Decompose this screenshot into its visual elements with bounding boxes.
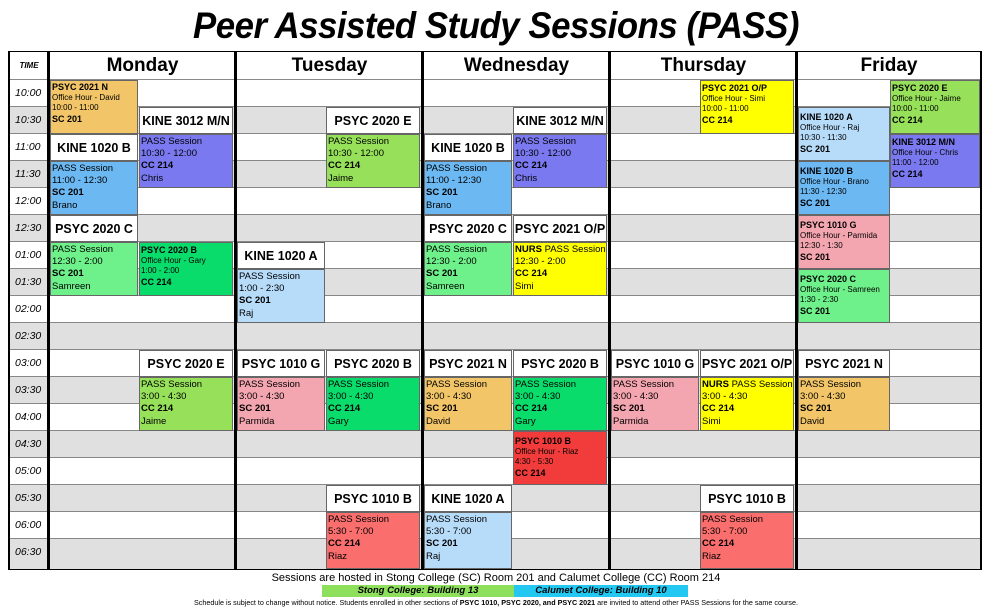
time-label: 10:00 <box>15 87 42 99</box>
session-psyc1010g-tuesday: PASS Session 3:00 - 4:30 SC 201 Parmida <box>237 377 325 431</box>
legend-calumet-college: Calumet College: Building 10 <box>514 585 688 597</box>
office-hour-psyc2020e-friday: PSYC 2020 E Office Hour - Jaime 10:00 - 11:00 CC 214 <box>890 80 980 134</box>
office-hour-kine1020a-friday: KINE 1020 A Office Hour - Raj 10:30 - 11:30 SC 201 <box>798 107 890 161</box>
session-header-psyc2021n-friday: PSYC 2021 N <box>798 350 890 377</box>
session-psyc1010g-thursday: PASS Session 3:00 - 4:30 SC 201 Parmida <box>611 377 699 431</box>
column-divider <box>980 51 982 570</box>
column-divider <box>608 51 611 570</box>
time-label: 12:00 <box>15 195 42 207</box>
time-label: 04:00 <box>15 411 42 423</box>
session-kine3012-monday: PASS Session 10:30 - 12:00 CC 214 Chris <box>139 134 233 188</box>
session-header-psyc2020e-monday: PSYC 2020 E <box>139 350 233 377</box>
office-hour-psyc2021op-thursday: PSYC 2021 O/P Office Hour - Simi 10:00 - 11:00 CC 214 <box>700 80 794 134</box>
day-header-friday: Friday <box>860 55 918 76</box>
time-label: 03:00 <box>15 357 42 369</box>
session-kine1020a-wednesday: PASS Session 5:30 - 7:00 SC 201 Raj <box>424 512 512 569</box>
row-stripe <box>10 323 980 350</box>
session-psyc2020c-wednesday: PASS Session 12:30 - 2:00 SC 201 Samreen <box>424 242 512 296</box>
time-label: 10:30 <box>15 114 42 126</box>
session-header-psyc2020b-tuesday: PSYC 2020 B <box>326 350 420 377</box>
session-kine1020b-monday: PASS Session 11:00 - 12:30 SC 201 Brano <box>50 161 138 215</box>
session-psyc2020c-monday: PASS Session 12:30 - 2:00 SC 201 Samreen <box>50 242 138 296</box>
session-psyc1010b-thursday: PASS Session 5:30 - 7:00 CC 214 Riaz <box>700 512 794 569</box>
time-label: 04:30 <box>15 438 42 450</box>
session-psyc2021n-wednesday: PASS Session 3:00 - 4:30 SC 201 David <box>424 377 512 431</box>
column-divider <box>8 51 10 570</box>
day-header-monday: Monday <box>106 55 179 76</box>
time-label: 05:30 <box>15 492 42 504</box>
office-hour-kine1020b-friday: KINE 1020 B Office Hour - Brano 11:30 - 12:30 SC 201 <box>798 161 890 215</box>
session-psyc1010b-tuesday: PASS Session 5:30 - 7:00 CC 214 Riaz <box>326 512 420 569</box>
time-label: 03:30 <box>15 384 42 396</box>
session-header-psyc2020c-monday: PSYC 2020 C <box>50 215 138 242</box>
session-psyc2020e-tuesday: PASS Session 10:30 - 12:00 CC 214 Jaime <box>326 134 420 188</box>
row-stripe <box>10 431 980 458</box>
office-hour-psyc1010b-wednesday: PSYC 1010 B Office Hour - Riaz 4:30 - 5:30 CC 214 <box>513 431 607 485</box>
time-label: 05:00 <box>15 465 42 477</box>
session-header-kine1020a-tuesday: KINE 1020 A <box>237 242 325 269</box>
day-header-thursday: Thursday <box>660 55 747 76</box>
session-psyc2020e-monday: PASS Session 3:00 - 4:30 CC 214 Jaime <box>139 377 233 431</box>
day-header-tuesday: Tuesday <box>291 55 368 76</box>
session-header-kine1020a-wednesday: KINE 1020 A <box>424 485 512 512</box>
time-label: 01:30 <box>15 276 42 288</box>
session-header-psyc2021n-wednesday: PSYC 2021 N <box>424 350 512 377</box>
footer-disclaimer: Schedule is subject to change without notice. Students enrolled in other sections of PSYC 1010, PSYC 2020, and PSYC 2021 are invited to attend other PASS Sessions for the same course. <box>194 598 798 607</box>
time-label: 11:30 <box>15 168 41 180</box>
time-label: 02:00 <box>15 303 42 315</box>
time-label: 02:30 <box>15 330 42 342</box>
session-header-psyc2021op-thursday: PSYC 2021 O/P <box>700 350 794 377</box>
session-psyc2020b-tuesday: PASS Session 3:00 - 4:30 CC 214 Gary <box>326 377 420 431</box>
grid-line <box>10 79 980 80</box>
page-title: Peer Assisted Study Sessions (PASS) <box>193 5 799 46</box>
footer-location-note: Sessions are hosted in Stong College (SC) Room 201 and Calumet College (CC) Room 214 <box>271 572 721 584</box>
office-hour-psyc2020c-friday: PSYC 2020 C Office Hour - Samreen 1:30 - 2:30 SC 201 <box>798 269 890 323</box>
session-kine3012-wednesday: PASS Session 10:30 - 12:00 CC 214 Chris <box>513 134 607 188</box>
office-hour-kine3012-friday: KINE 3012 M/N Office Hour - Chris 11:00 - 12:00 CC 214 <box>890 134 980 188</box>
grid-line <box>10 457 980 458</box>
session-header-kine3012-wednesday: KINE 3012 M/N <box>513 107 607 134</box>
day-header-wednesday: Wednesday <box>463 55 570 76</box>
session-header-kine1020b-monday: KINE 1020 B <box>50 134 138 161</box>
time-header: TIME <box>19 61 39 70</box>
session-psyc2021op-thursday: NURS PASS Session 3:00 - 4:30 CC 214 Simi <box>700 377 794 431</box>
session-psyc2021n-friday: PASS Session 3:00 - 4:30 SC 201 David <box>798 377 890 431</box>
session-kine1020b-wednesday: PASS Session 11:00 - 12:30 SC 201 Brano <box>424 161 512 215</box>
session-kine1020a-tuesday: PASS Session 1:00 - 2:30 SC 201 Raj <box>237 269 325 323</box>
session-header-psyc2021op-wednesday: PSYC 2021 O/P <box>513 215 607 242</box>
office-hour-psyc2020b-monday: PSYC 2020 B Office Hour - Gary 1:00 - 2:00 CC 214 <box>139 242 233 296</box>
legend-stong-college: Stong College: Building 13 <box>322 585 514 597</box>
office-hour-psyc1010g-friday: PSYC 1010 G Office Hour - Parmida 12:30 - 1:30 SC 201 <box>798 215 890 269</box>
session-psyc2021op-wednesday: NURS PASS Session 12:30 - 2:00 CC 214 Simi <box>513 242 607 296</box>
time-label: 06:00 <box>15 519 42 531</box>
session-header-psyc1010g-tuesday: PSYC 1010 G <box>237 350 325 377</box>
session-psyc2020b-wednesday: PASS Session 3:00 - 4:30 CC 214 Gary <box>513 377 607 431</box>
office-hour-psyc2021n-monday: PSYC 2021 N Office Hour - David 10:00 - 11:00 SC 201 <box>50 80 138 134</box>
session-header-kine3012-monday: KINE 3012 M/N <box>139 107 233 134</box>
grid-bottom-border <box>10 569 980 570</box>
session-header-psyc1010b-tuesday: PSYC 1010 B <box>326 485 420 512</box>
session-header-psyc2020c-wednesday: PSYC 2020 C <box>424 215 512 242</box>
time-label: 06:30 <box>15 546 42 558</box>
time-label: 12:30 <box>15 222 42 234</box>
session-header-psyc2020b-wednesday: PSYC 2020 B <box>513 350 607 377</box>
session-header-psyc1010b-thursday: PSYC 1010 B <box>700 485 794 512</box>
time-label: 01:00 <box>15 249 42 261</box>
time-label: 11:00 <box>15 141 41 153</box>
session-header-kine1020b-wednesday: KINE 1020 B <box>424 134 512 161</box>
session-header-psyc2020e-tuesday: PSYC 2020 E <box>326 107 420 134</box>
session-header-psyc1010g-thursday: PSYC 1010 G <box>611 350 699 377</box>
